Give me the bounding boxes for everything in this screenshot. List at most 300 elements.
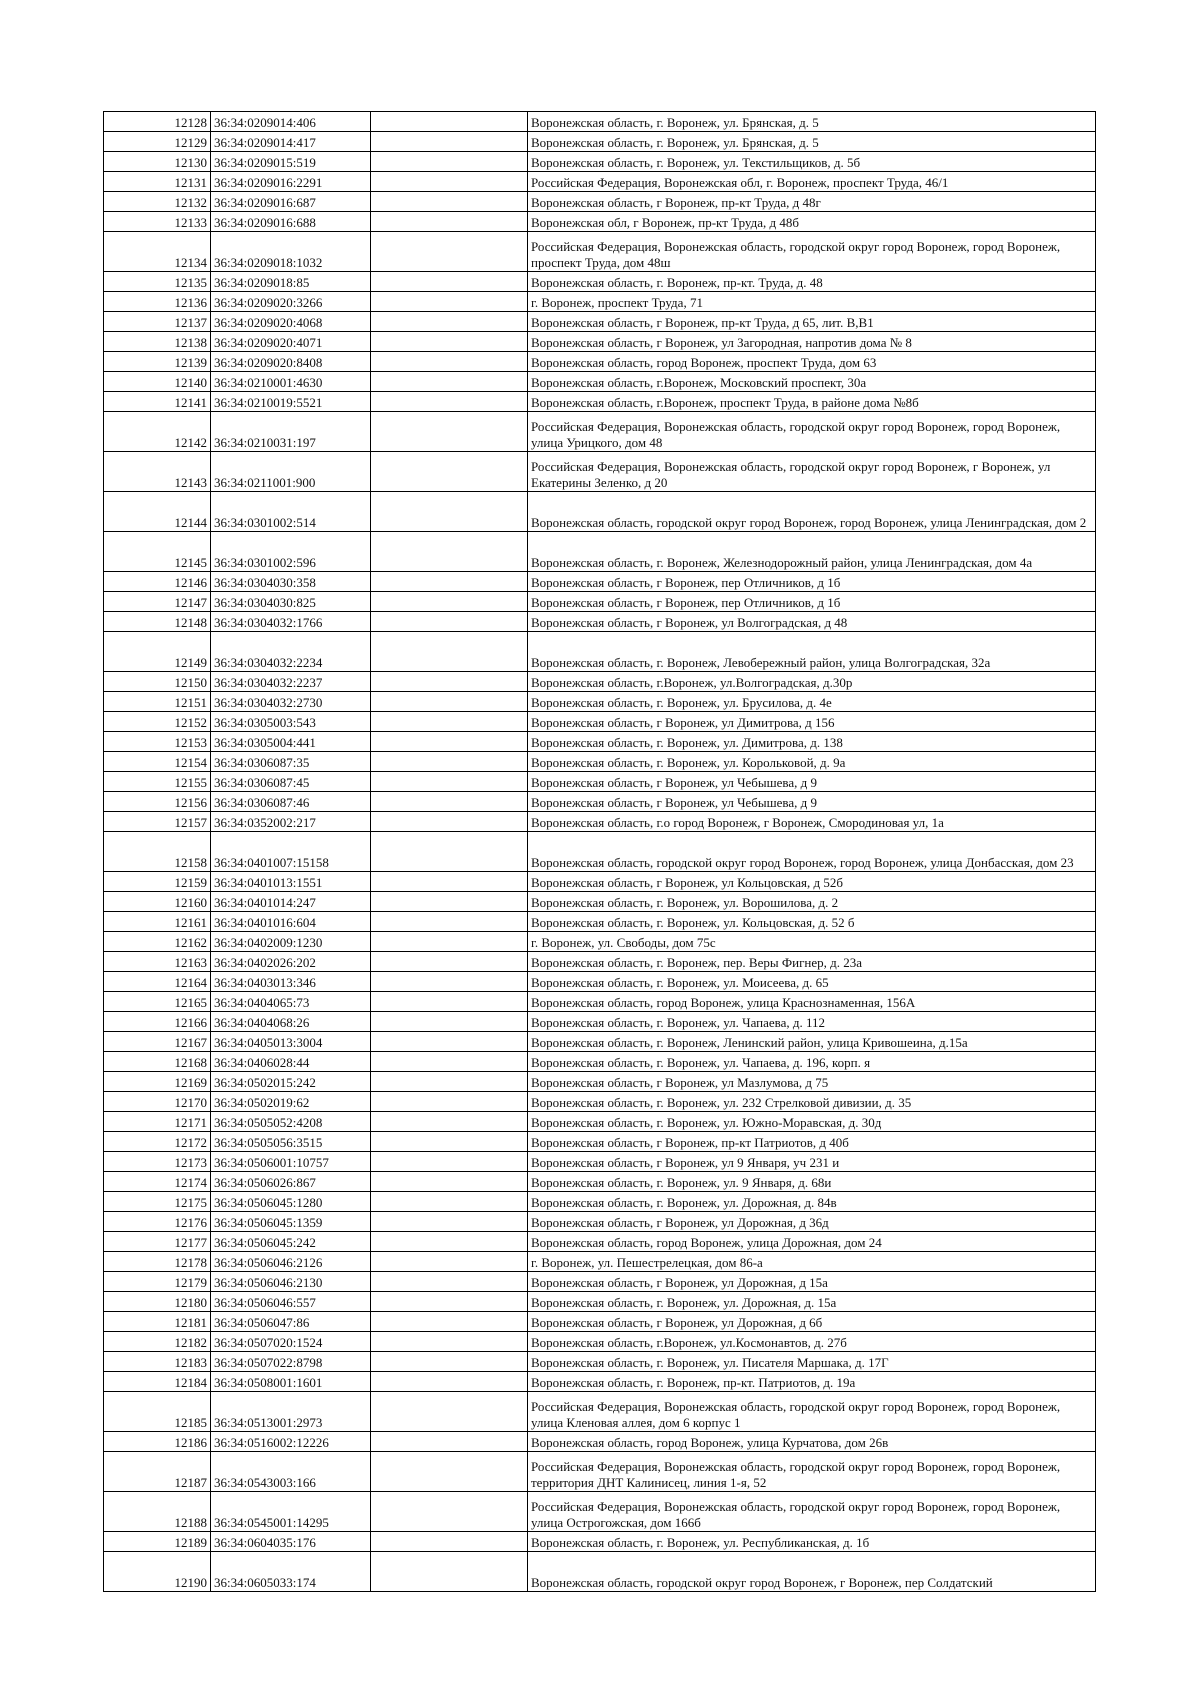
empty-cell: [371, 1052, 528, 1072]
cadastral-number-cell: 36:34:0305004:441: [211, 732, 371, 752]
empty-cell: [371, 352, 528, 372]
row-number-cell: 12154: [104, 752, 211, 772]
table-row: [104, 1332, 1096, 1352]
table-row: [104, 592, 1096, 612]
table-body: [104, 112, 1096, 1592]
cadastral-number-cell: 36:34:0301002:596: [211, 532, 371, 572]
empty-cell: [371, 332, 528, 352]
empty-cell: [371, 1352, 528, 1372]
cadastral-number-cell: 36:34:0502015:242: [211, 1072, 371, 1092]
table-row: [104, 1452, 1096, 1492]
row-number-cell: 12182: [104, 1332, 211, 1352]
cadastral-number-cell: 36:34:0306087:46: [211, 792, 371, 812]
cadastral-number-cell: 36:34:0209014:417: [211, 132, 371, 152]
empty-cell: [371, 872, 528, 892]
empty-cell: [371, 1232, 528, 1252]
cadastral-number-cell: 36:34:0505052:4208: [211, 1112, 371, 1132]
cadastral-number-cell: 36:34:0209020:3266: [211, 292, 371, 312]
cadastral-number-cell: 36:34:0209014:406: [211, 112, 371, 132]
table-row: [104, 752, 1096, 772]
cadastral-number-cell: 36:34:0604035:176: [211, 1532, 371, 1552]
cadastral-number-cell: 36:34:0506045:1280: [211, 1192, 371, 1212]
table-row: [104, 792, 1096, 812]
address-cell: Воронежская область, г. Воронеж, ул. Корольковой, д. 9а: [528, 752, 1096, 772]
cadastral-number-cell: 36:34:0209016:688: [211, 212, 371, 232]
row-number-cell: 12189: [104, 1532, 211, 1552]
row-number-cell: 12172: [104, 1132, 211, 1152]
empty-cell: [371, 1552, 528, 1592]
cadastral-number-cell: 36:34:0545001:14295: [211, 1492, 371, 1532]
cadastral-number-cell: 36:34:0505056:3515: [211, 1132, 371, 1152]
address-cell: Воронежская область, г. Воронеж, ул. Кольцовская, д. 52 б: [528, 912, 1096, 932]
row-number-cell: 12160: [104, 892, 211, 912]
address-cell: Воронежская область, г.Воронеж, ул.Волгоградская, д.30р: [528, 672, 1096, 692]
address-cell: Воронежская область, город Воронеж, проспект Труда, дом 63: [528, 352, 1096, 372]
address-cell: Воронежская область, г Воронеж, ул Мазлумова, д 75: [528, 1072, 1096, 1092]
empty-cell: [371, 892, 528, 912]
cadastral-number-cell: 36:34:0507022:8798: [211, 1352, 371, 1372]
address-cell: Воронежская область, г.Воронеж, Московский проспект, 30а: [528, 372, 1096, 392]
cadastral-number-cell: 36:34:0304030:825: [211, 592, 371, 612]
empty-cell: [371, 692, 528, 712]
row-number-cell: 12163: [104, 952, 211, 972]
address-cell: Российская Федерация, Воронежская область, городской округ город Воронеж, город Воронеж, улица Урицкого, дом 48: [528, 412, 1096, 452]
cadastral-number-cell: 36:34:0506001:10757: [211, 1152, 371, 1172]
empty-cell: [371, 1532, 528, 1552]
empty-cell: [371, 1172, 528, 1192]
row-number-cell: 12176: [104, 1212, 211, 1232]
table-row: [104, 1352, 1096, 1372]
table-row: [104, 1092, 1096, 1112]
row-number-cell: 12184: [104, 1372, 211, 1392]
cadastral-number-cell: 36:34:0304032:2730: [211, 692, 371, 712]
row-number-cell: 12179: [104, 1272, 211, 1292]
address-cell: Воронежская область, г Воронеж, ул Димитрова, д 156: [528, 712, 1096, 732]
cadastral-number-cell: 36:34:0506046:2126: [211, 1252, 371, 1272]
empty-cell: [371, 212, 528, 232]
empty-cell: [371, 1372, 528, 1392]
table-row: [104, 732, 1096, 752]
table-row: [104, 992, 1096, 1012]
empty-cell: [371, 1012, 528, 1032]
table-row: [104, 672, 1096, 692]
cadastral-number-cell: 36:34:0405013:3004: [211, 1032, 371, 1052]
table-row: [104, 112, 1096, 132]
cadastral-number-cell: 36:34:0209018:1032: [211, 232, 371, 272]
table-row: [104, 1252, 1096, 1272]
table-row: [104, 452, 1096, 492]
empty-cell: [371, 1132, 528, 1152]
address-cell: Российская Федерация, Воронежская область, городской округ город Воронеж, город Воронеж, улица Острогожская, дом 166б: [528, 1492, 1096, 1532]
cadastral-number-cell: 36:34:0506045:1359: [211, 1212, 371, 1232]
cadastral-number-cell: 36:34:0401016:604: [211, 912, 371, 932]
empty-cell: [371, 972, 528, 992]
address-cell: Воронежская область, г. Воронеж, ул. Брусилова, д. 4е: [528, 692, 1096, 712]
row-number-cell: 12161: [104, 912, 211, 932]
table-row: [104, 872, 1096, 892]
cadastral-number-cell: 36:34:0506045:242: [211, 1232, 371, 1252]
row-number-cell: 12147: [104, 592, 211, 612]
empty-cell: [371, 632, 528, 672]
address-cell: Воронежская область, город Воронеж, улица Дорожная, дом 24: [528, 1232, 1096, 1252]
empty-cell: [371, 232, 528, 272]
empty-cell: [371, 1432, 528, 1452]
row-number-cell: 12181: [104, 1312, 211, 1332]
row-number-cell: 12152: [104, 712, 211, 732]
empty-cell: [371, 812, 528, 832]
empty-cell: [371, 792, 528, 812]
empty-cell: [371, 1212, 528, 1232]
row-number-cell: 12151: [104, 692, 211, 712]
cadastral-number-cell: 36:34:0211001:900: [211, 452, 371, 492]
address-cell: Воронежская область, г. Воронеж, ул. Дорожная, д. 15а: [528, 1292, 1096, 1312]
empty-cell: [371, 172, 528, 192]
cadastral-number-cell: 36:34:0305003:543: [211, 712, 371, 732]
empty-cell: [371, 292, 528, 312]
table-row: [104, 1212, 1096, 1232]
table-row: [104, 1232, 1096, 1252]
address-cell: Воронежская область, городской округ город Воронеж, город Воронеж, улица Донбасская, дом 23: [528, 832, 1096, 872]
row-number-cell: 12132: [104, 192, 211, 212]
row-number-cell: 12130: [104, 152, 211, 172]
cadastral-number-cell: 36:34:0516002:12226: [211, 1432, 371, 1452]
row-number-cell: 12170: [104, 1092, 211, 1112]
cadastral-number-cell: 36:34:0506046:2130: [211, 1272, 371, 1292]
row-number-cell: 12177: [104, 1232, 211, 1252]
row-number-cell: 12186: [104, 1432, 211, 1452]
row-number-cell: 12167: [104, 1032, 211, 1052]
table-row: [104, 1392, 1096, 1432]
empty-cell: [371, 572, 528, 592]
cadastral-number-cell: 36:34:0304030:358: [211, 572, 371, 592]
address-cell: Воронежская область, г. Воронеж, пер. Веры Фигнер, д. 23а: [528, 952, 1096, 972]
cadastral-number-cell: 36:34:0306087:35: [211, 752, 371, 772]
table-row: [104, 1112, 1096, 1132]
address-cell: Воронежская область, г Воронеж, ул Дорожная, д 36д: [528, 1212, 1096, 1232]
row-number-cell: 12175: [104, 1192, 211, 1212]
empty-cell: [371, 272, 528, 292]
table-row: [104, 1152, 1096, 1172]
empty-cell: [371, 392, 528, 412]
cadastral-number-cell: 36:34:0209020:4068: [211, 312, 371, 332]
row-number-cell: 12183: [104, 1352, 211, 1372]
row-number-cell: 12155: [104, 772, 211, 792]
empty-cell: [371, 752, 528, 772]
row-number-cell: 12136: [104, 292, 211, 312]
address-cell: Воронежская область, г. Воронеж, ул. Димитрова, д. 138: [528, 732, 1096, 752]
table-row: [104, 692, 1096, 712]
row-number-cell: 12138: [104, 332, 211, 352]
address-cell: Воронежская область, г. Воронеж, ул. 232 Стрелковой дивизии, д. 35: [528, 1092, 1096, 1112]
table-row: [104, 232, 1096, 272]
address-cell: Воронежская область, г. Воронеж, ул. Дорожная, д. 84в: [528, 1192, 1096, 1212]
cadastral-number-cell: 36:34:0304032:1766: [211, 612, 371, 632]
table-row: [104, 952, 1096, 972]
address-cell: Воронежская область, г Воронеж, ул Чебышева, д 9: [528, 792, 1096, 812]
table-row: [104, 392, 1096, 412]
address-cell: Воронежская область, г. Воронеж, ул. Чапаева, д. 196, корп. я: [528, 1052, 1096, 1072]
empty-cell: [371, 1192, 528, 1212]
cadastral-number-cell: 36:34:0404068:26: [211, 1012, 371, 1032]
table-row: [104, 172, 1096, 192]
address-cell: Воронежская область, г Воронеж, пер Отличников, д 1б: [528, 572, 1096, 592]
empty-cell: [371, 952, 528, 972]
row-number-cell: 12135: [104, 272, 211, 292]
row-number-cell: 12173: [104, 1152, 211, 1172]
row-number-cell: 12143: [104, 452, 211, 492]
row-number-cell: 12150: [104, 672, 211, 692]
empty-cell: [371, 372, 528, 392]
address-cell: Воронежская область, г Воронеж, ул Кольцовская, д 52б: [528, 872, 1096, 892]
table-row: [104, 132, 1096, 152]
table-row: [104, 1492, 1096, 1532]
cadastral-number-cell: 36:34:0403013:346: [211, 972, 371, 992]
table-row: [104, 1532, 1096, 1552]
empty-cell: [371, 312, 528, 332]
cadastral-number-cell: 36:34:0209015:519: [211, 152, 371, 172]
empty-cell: [371, 912, 528, 932]
address-cell: Воронежская область, г. Воронеж, ул. Писателя Маршака, д. 17Г: [528, 1352, 1096, 1372]
cadastral-number-cell: 36:34:0513001:2973: [211, 1392, 371, 1432]
row-number-cell: 12178: [104, 1252, 211, 1272]
table-row: [104, 972, 1096, 992]
row-number-cell: 12141: [104, 392, 211, 412]
empty-cell: [371, 592, 528, 612]
address-cell: Воронежская область, г Воронеж, ул Дорожная, д 15а: [528, 1272, 1096, 1292]
table-row: [104, 1292, 1096, 1312]
address-cell: Воронежская область, г. Воронеж, ул. Южно-Моравская, д. 30д: [528, 1112, 1096, 1132]
address-cell: Воронежская область, г.о город Воронеж, г Воронеж, Смородиновая ул, 1а: [528, 812, 1096, 832]
address-cell: Воронежская область, г Воронеж, ул Дорожная, д 6б: [528, 1312, 1096, 1332]
table-row: [104, 572, 1096, 592]
table-row: [104, 812, 1096, 832]
address-cell: Российская Федерация, Воронежская область, городской округ город Воронеж, город Воронеж, улица Кленовая аллея, дом 6 корпус 1: [528, 1392, 1096, 1432]
address-cell: Воронежская область, г Воронеж, ул Чебышева, д 9: [528, 772, 1096, 792]
table-row: [104, 492, 1096, 532]
cadastral-number-cell: 36:34:0401014:247: [211, 892, 371, 912]
empty-cell: [371, 1092, 528, 1112]
address-cell: Российская Федерация, Воронежская область, городской округ город Воронеж, город Воронеж, проспект Труда, дом 48ш: [528, 232, 1096, 272]
address-cell: Воронежская область, г. Воронеж, ул. Ворошилова, д. 2: [528, 892, 1096, 912]
cadastral-number-cell: 36:34:0508001:1601: [211, 1372, 371, 1392]
table-row: [104, 352, 1096, 372]
address-cell: Воронежская область, г. Воронеж, ул. Республиканская, д. 1б: [528, 1532, 1096, 1552]
empty-cell: [371, 612, 528, 632]
table-row: [104, 312, 1096, 332]
table-row: [104, 1012, 1096, 1032]
cadastral-number-cell: 36:34:0402009:1230: [211, 932, 371, 952]
row-number-cell: 12162: [104, 932, 211, 952]
address-cell: Воронежская область, г. Воронеж, ул. Брянская, д. 5: [528, 112, 1096, 132]
empty-cell: [371, 992, 528, 1012]
cadastral-number-cell: 36:34:0543003:166: [211, 1452, 371, 1492]
address-cell: Воронежская область, г. Воронеж, пр-кт. Патриотов, д. 19а: [528, 1372, 1096, 1392]
table-row: [104, 272, 1096, 292]
table-row: [104, 712, 1096, 732]
row-number-cell: 12140: [104, 372, 211, 392]
cadastral-number-cell: 36:34:0210031:197: [211, 412, 371, 452]
empty-cell: [371, 1492, 528, 1532]
address-cell: Российская Федерация, Воронежская область, городской округ город Воронеж, г Воронеж, ул Екатерины Зеленко, д 20: [528, 452, 1096, 492]
address-cell: Воронежская область, г Воронеж, ул 9 Января, уч 231 и: [528, 1152, 1096, 1172]
table-row: [104, 832, 1096, 872]
table-row: [104, 1052, 1096, 1072]
table-row: [104, 1192, 1096, 1212]
address-cell: Воронежская область, г.Воронеж, проспект Труда, в районе дома №8б: [528, 392, 1096, 412]
empty-cell: [371, 1112, 528, 1132]
address-cell: г. Воронеж, ул. Свободы, дом 75с: [528, 932, 1096, 952]
row-number-cell: 12158: [104, 832, 211, 872]
empty-cell: [371, 712, 528, 732]
address-cell: Воронежская область, город Воронеж, улица Курчатова, дом 26в: [528, 1432, 1096, 1452]
table-row: [104, 892, 1096, 912]
table-row: [104, 332, 1096, 352]
table-row: [104, 1172, 1096, 1192]
cadastral-number-cell: 36:34:0209020:8408: [211, 352, 371, 372]
address-cell: Воронежская область, г. Воронеж, Железнодорожный район, улица Ленинградская, дом 4а: [528, 532, 1096, 572]
address-cell: Воронежская область, г. Воронеж, ул. Моисеева, д. 65: [528, 972, 1096, 992]
empty-cell: [371, 1332, 528, 1352]
address-cell: Воронежская область, г. Воронеж, ул. Брянская, д. 5: [528, 132, 1096, 152]
address-cell: Воронежская область, г Воронеж, пр-кт Патриотов, д 40б: [528, 1132, 1096, 1152]
empty-cell: [371, 672, 528, 692]
cadastral-number-cell: 36:34:0401007:15158: [211, 832, 371, 872]
address-cell: Воронежская область, г Воронеж, пр-кт Труда, д 65, лит. В,В1: [528, 312, 1096, 332]
address-cell: Воронежская область, г. Воронеж, Ленинский район, улица Кривошеина, д.15а: [528, 1032, 1096, 1052]
table-row: [104, 1432, 1096, 1452]
row-number-cell: 12187: [104, 1452, 211, 1492]
table-row: [104, 1312, 1096, 1332]
table-row: [104, 412, 1096, 452]
table-row: [104, 1132, 1096, 1152]
cadastral-number-cell: 36:34:0210019:5521: [211, 392, 371, 412]
row-number-cell: 12169: [104, 1072, 211, 1092]
address-cell: Воронежская область, г. Воронеж, пр-кт. Труда, д. 48: [528, 272, 1096, 292]
row-number-cell: 12153: [104, 732, 211, 752]
row-number-cell: 12144: [104, 492, 211, 532]
empty-cell: [371, 152, 528, 172]
empty-cell: [371, 932, 528, 952]
cadastral-number-cell: 36:34:0210001:4630: [211, 372, 371, 392]
row-number-cell: 12188: [104, 1492, 211, 1532]
row-number-cell: 12165: [104, 992, 211, 1012]
row-number-cell: 12145: [104, 532, 211, 572]
table-row: [104, 152, 1096, 172]
row-number-cell: 12148: [104, 612, 211, 632]
empty-cell: [371, 412, 528, 452]
table-row: [104, 632, 1096, 672]
cadastral-number-cell: 36:34:0352002:217: [211, 812, 371, 832]
cadastral-number-cell: 36:34:0402026:202: [211, 952, 371, 972]
row-number-cell: 12168: [104, 1052, 211, 1072]
row-number-cell: 12134: [104, 232, 211, 272]
empty-cell: [371, 132, 528, 152]
cadastral-number-cell: 36:34:0209020:4071: [211, 332, 371, 352]
cadastral-number-cell: 36:34:0506026:867: [211, 1172, 371, 1192]
address-cell: г. Воронеж, ул. Пешестрелецкая, дом 86-а: [528, 1252, 1096, 1272]
table-row: [104, 532, 1096, 572]
address-cell: Воронежская область, г. Воронеж, ул. 9 Января, д. 68и: [528, 1172, 1096, 1192]
cadastral-number-cell: 36:34:0506046:557: [211, 1292, 371, 1312]
address-cell: г. Воронеж, проспект Труда, 71: [528, 292, 1096, 312]
table-row: [104, 612, 1096, 632]
table-row: [104, 1032, 1096, 1052]
table-row: [104, 912, 1096, 932]
property-register-table: [103, 111, 1096, 1592]
row-number-cell: 12149: [104, 632, 211, 672]
row-number-cell: 12174: [104, 1172, 211, 1192]
cadastral-number-cell: 36:34:0506047:86: [211, 1312, 371, 1332]
row-number-cell: 12185: [104, 1392, 211, 1432]
empty-cell: [371, 1272, 528, 1292]
cadastral-number-cell: 36:34:0301002:514: [211, 492, 371, 532]
empty-cell: [371, 832, 528, 872]
row-number-cell: 12142: [104, 412, 211, 452]
row-number-cell: 12171: [104, 1112, 211, 1132]
cadastral-number-cell: 36:34:0502019:62: [211, 1092, 371, 1112]
address-cell: Воронежская область, г Воронеж, ул Загородная, напротив дома № 8: [528, 332, 1096, 352]
address-cell: Воронежская область, г. Воронеж, Левобережный район, улица Волгоградская, 32а: [528, 632, 1096, 672]
empty-cell: [371, 532, 528, 572]
row-number-cell: 12157: [104, 812, 211, 832]
empty-cell: [371, 452, 528, 492]
empty-cell: [371, 1392, 528, 1432]
row-number-cell: 12146: [104, 572, 211, 592]
address-cell: Воронежская область, городской округ город Воронеж, г Воронеж, пер Солдатский: [528, 1552, 1096, 1592]
empty-cell: [371, 112, 528, 132]
empty-cell: [371, 492, 528, 532]
table-row: [104, 1552, 1096, 1592]
table-row: [104, 292, 1096, 312]
cadastral-number-cell: 36:34:0507020:1524: [211, 1332, 371, 1352]
address-cell: Воронежская область, г Воронеж, пр-кт Труда, д 48г: [528, 192, 1096, 212]
row-number-cell: 12129: [104, 132, 211, 152]
address-cell: Воронежская область, город Воронеж, улица Краснознаменная, 156А: [528, 992, 1096, 1012]
row-number-cell: 12128: [104, 112, 211, 132]
row-number-cell: 12156: [104, 792, 211, 812]
row-number-cell: 12159: [104, 872, 211, 892]
table-row: [104, 932, 1096, 952]
row-number-cell: 12164: [104, 972, 211, 992]
row-number-cell: 12190: [104, 1552, 211, 1592]
empty-cell: [371, 1072, 528, 1092]
cadastral-number-cell: 36:34:0605033:174: [211, 1552, 371, 1592]
address-cell: Воронежская область, г Воронеж, пер Отличников, д 1б: [528, 592, 1096, 612]
row-number-cell: 12131: [104, 172, 211, 192]
empty-cell: [371, 1152, 528, 1172]
row-number-cell: 12139: [104, 352, 211, 372]
address-cell: Воронежская область, городской округ город Воронеж, город Воронеж, улица Ленинградская, дом 2: [528, 492, 1096, 532]
row-number-cell: 12166: [104, 1012, 211, 1032]
address-cell: Воронежская область, г. Воронеж, ул. Текстильщиков, д. 5б: [528, 152, 1096, 172]
cadastral-number-cell: 36:34:0209018:85: [211, 272, 371, 292]
table-row: [104, 372, 1096, 392]
empty-cell: [371, 1452, 528, 1492]
cadastral-number-cell: 36:34:0209016:2291: [211, 172, 371, 192]
row-number-cell: 12133: [104, 212, 211, 232]
address-cell: Российская Федерация, Воронежская область, городской округ город Воронеж, город Воронеж, территория ДНТ Калинисец, линия 1-я, 52: [528, 1452, 1096, 1492]
cadastral-number-cell: 36:34:0306087:45: [211, 772, 371, 792]
empty-cell: [371, 1252, 528, 1272]
empty-cell: [371, 192, 528, 212]
empty-cell: [371, 772, 528, 792]
address-cell: Воронежская область, г.Воронеж, ул.Космонавтов, д. 27б: [528, 1332, 1096, 1352]
address-cell: Воронежская область, г Воронеж, ул Волгоградская, д 48: [528, 612, 1096, 632]
cadastral-number-cell: 36:34:0304032:2237: [211, 672, 371, 692]
table-row: [104, 1072, 1096, 1092]
address-cell: Российская Федерация, Воронежская обл, г. Воронеж, проспект Труда, 46/1: [528, 172, 1096, 192]
table-row: [104, 772, 1096, 792]
